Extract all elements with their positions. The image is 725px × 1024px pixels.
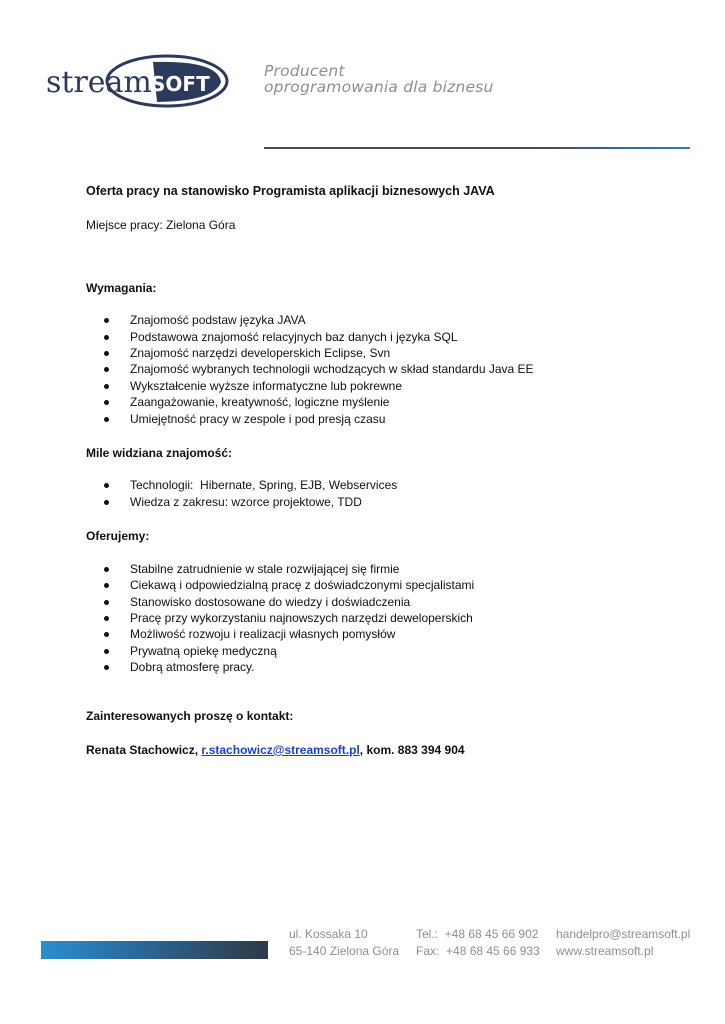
list-item-text: Wiedza z zakresu: wzorce projektowe, TDD — [130, 494, 362, 509]
bullet-icon — [104, 384, 109, 389]
list-item-text: Pracę przy wykorzystaniu najnowszych narzędzi deweloperskich — [130, 610, 473, 625]
bullet-icon — [104, 600, 109, 605]
nice-to-have-heading: Mile widziana znajomość: — [86, 446, 233, 461]
list-item-text: Umiejętność pracy w zespole i pod presją czasu — [130, 411, 386, 426]
list-item — [86, 494, 686, 510]
list-item-text: Ciekawą i odpowiedzialną pracę z doświadczonymi specjalistami — [130, 578, 475, 593]
streamsoft-logo-graphic — [43, 52, 233, 112]
list-item-text: Znajomość wybranych technologii wchodzących w skład standardu Java EE — [130, 362, 534, 377]
footer-email[interactable]: handelpro@streamsoft.pl — [556, 927, 691, 941]
list-item — [86, 312, 686, 328]
list-item-text: Stabilne zatrudnienie w stale rozwijającej się firmie — [130, 561, 400, 576]
bullet-icon — [104, 417, 109, 422]
list-item — [86, 329, 686, 345]
bullet-icon — [104, 400, 109, 405]
list-item — [86, 361, 686, 377]
list-item-text: Wykształcenie wyższe informatyczne lub pokrewne — [130, 378, 402, 393]
list-item-text: Podstawowa znajomość relacyjnych baz danych i języka SQL — [130, 329, 458, 344]
contact-heading: Zainteresowanych proszę o kontakt: — [86, 708, 294, 723]
tagline-line1: Producent — [264, 62, 345, 80]
nice-to-have-list — [86, 477, 686, 510]
list-item-text: Możliwość rozwoju i realizacji własnych pomysłów — [130, 627, 396, 642]
list-item-text: Zaangażowanie, kreatywność, logiczne myślenie — [130, 395, 390, 410]
footer-phones — [416, 926, 540, 959]
footer-website[interactable]: www.streamsoft.pl — [556, 943, 654, 958]
offer-list — [86, 561, 686, 676]
logo-text-bold: SOFT — [151, 72, 210, 96]
contact-line — [86, 742, 686, 758]
list-item — [86, 610, 686, 626]
list-item — [86, 394, 686, 410]
footer-fax: Fax: +48 68 45 66 933 — [416, 943, 540, 958]
bullet-icon — [104, 649, 109, 654]
list-item-text: Dobrą atmosferę pracy. — [130, 660, 255, 675]
bullet-icon — [104, 335, 109, 340]
footer-address-line2: 65-140 Zielona Góra — [289, 943, 400, 958]
list-item-text: Prywatną opiekę medyczną — [130, 643, 277, 658]
bullet-icon — [104, 616, 109, 621]
contact-phone: , kom. 883 394 904 — [359, 742, 465, 757]
bullet-icon — [104, 500, 109, 505]
streamsoft-logo — [43, 52, 233, 112]
bullet-icon — [104, 665, 109, 670]
list-item — [86, 477, 686, 493]
requirements-list — [86, 312, 686, 427]
list-item — [86, 345, 686, 361]
list-item — [86, 378, 686, 394]
bullet-icon — [104, 351, 109, 356]
tagline — [264, 63, 494, 95]
logo-text-light: stream — [46, 65, 152, 100]
contact-email-link[interactable]: r.stachowicz@streamsoft.pl — [201, 742, 360, 757]
list-item-text: Znajomość podstaw języka JAVA — [130, 313, 306, 328]
bullet-icon — [104, 567, 109, 572]
footer-address-line1: ul. Kossaka 10 — [289, 927, 368, 941]
list-item — [86, 561, 686, 577]
list-item — [86, 411, 686, 427]
list-item-text: Znajomość narzędzi developerskich Eclipse, Svn — [130, 346, 391, 361]
list-item — [86, 594, 686, 610]
list-item-text: Technologii: Hibernate, Spring, EJB, Webservices — [130, 478, 398, 493]
document-body — [86, 183, 686, 770]
footer-phone: Tel.: +48 68 45 66 902 — [416, 927, 539, 941]
work-place: Miejsce pracy: Zielona Góra — [86, 218, 236, 233]
list-item — [86, 643, 686, 659]
list-item — [86, 626, 686, 642]
footer-web — [556, 926, 690, 959]
requirements-heading: Wymagania: — [86, 280, 157, 295]
footer-address — [289, 926, 399, 959]
bullet-icon — [104, 583, 109, 588]
bullet-icon — [104, 632, 109, 637]
offer-heading: Oferujemy: — [86, 529, 150, 544]
bullet-icon — [104, 367, 109, 372]
list-item-text: Stanowisko dostosowane do wiedzy i doświadczenia — [130, 594, 411, 609]
bullet-icon — [104, 318, 109, 323]
footer-accent-bar — [41, 941, 268, 959]
tagline-line2: oprogramowania dla biznesu — [264, 78, 494, 96]
document-title: Oferta pracy na stanowisko Programista aplikacji biznesowych JAVA — [86, 184, 495, 198]
bullet-icon — [104, 483, 109, 488]
header-divider — [264, 147, 690, 149]
list-item — [86, 659, 686, 675]
contact-name: Renata Stachowicz, — [86, 742, 202, 757]
list-item — [86, 577, 686, 593]
